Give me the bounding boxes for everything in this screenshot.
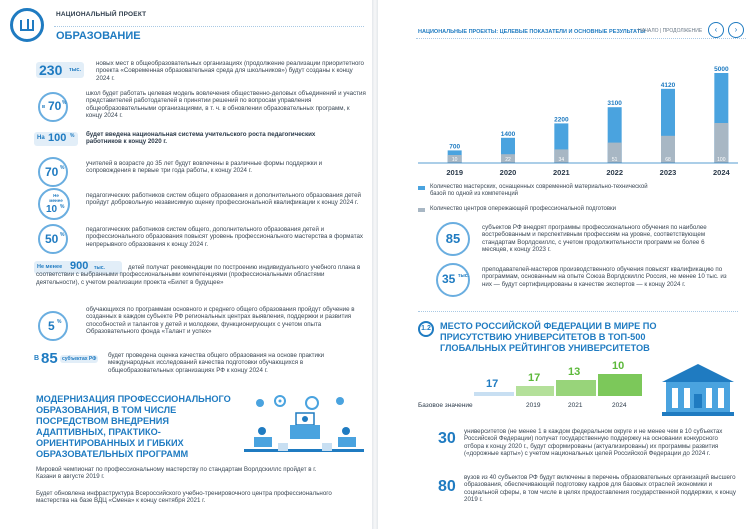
stair-value-2019: 17 [528,372,541,384]
left-page [0,0,372,529]
stat-value: 35 [442,272,456,286]
x-tick-2023: 2023 [659,168,677,177]
x-tick-2020: 2020 [499,168,517,177]
book-icon [10,8,44,42]
classroom-illustration [240,393,368,461]
right-page [378,0,750,529]
stat-10-circle [38,188,70,220]
next-page-button[interactable]: › [728,22,744,38]
header-divider [54,26,364,27]
value-label-centers-2019: 10 [451,157,458,163]
project-label: НАЦИОНАЛЬНЫЙ ПРОЕКТ [56,11,147,18]
stat-80-text: вузов из 40 субъектов РФ будут включены в перечень образовательных организаций высшего образования, обеспечивающий подготовку кадров для базовых отраслей экономики и социальной сферы, в том числе в целях предоставления государственной поддержки, к концу 2019 г. [464,474,736,504]
worldskills-paragraph: Мировой чемпионат по профессиональному мастерству по стандартам Ворлдскиллс пройдет в г. Казани в августе 2019 г. [36,466,317,481]
stat-prefix: На [37,135,45,141]
stat-unit: % [60,204,65,210]
stat-30-value: 30 [438,430,456,447]
stat-unit: субъектах РФ [62,356,97,362]
stat-unit: тыс. [94,265,105,271]
stat-100-text: будет введена национальная система учительского роста педагогических работников к концу 2020 г. [86,131,316,146]
stat-5-circle [38,311,68,341]
stair-step [598,374,642,396]
stat-80-value: 80 [438,478,456,495]
value-label-workshops-2021: 2200 [554,116,569,124]
stat-35-circle [436,263,470,297]
stat-10-text: педагогических работников систем общего образования и дополнительного образования детей пройдут добровольную независимую оценку профессиональной квалификации к концу 2024 г. [86,192,361,207]
stair-step [516,386,554,396]
section-title-universities: МЕСТО РОССИЙСКОЙ ФЕДЕРАЦИИ В МИРЕ ПО ПРИСУТСТВИЮ УНИВЕРСИТЕТОВ В ТОП-500 ГЛОБАЛЬНЫХ РЕЙТИНГОВ УНИВЕРСИТЕТОВ [440,321,657,353]
stat-100-badge [34,132,78,146]
section-header: НАЦИОНАЛЬНЫЕ ПРОЕКТЫ: ЦЕЛЕВЫЕ ПОКАЗАТЕЛИ И ОСНОВНЫЕ РЕЗУЛЬТАТЫ [418,29,646,35]
stat-value: 5 [48,319,55,333]
stat-prefix: Не менее [49,193,63,203]
value-label-centers-2020: 22 [505,157,511,163]
stat-value: 10 [46,204,58,215]
legend-label: Количество мастерских, оснащенных современной материально-технической базой по одной из компетенций [430,184,648,197]
stat-unit: % [60,232,65,238]
stat-30-text: университетов (не менее 1 в каждом федеральном округе и не менее чем в 10 субъектах Российской Федерации) получат государственную поддержку на основании конкурсного отбора к концу 2020 г., будут сформированы (актуализированы) их программы развития («дорожные карты») с учетом национальных целей Российской Федерации до 2024 г. [464,428,723,458]
stat-900-text: детей получат рекомендации по построению индивидуального учебного плана в соответствии с выбранными профессиональными компетенциями (профессиональными областями деятельности), с учетом реализации проекта «Билет в будущее» [36,264,361,286]
legend-centers [418,206,658,213]
smena-paragraph: Будет обновлена инфраструктура Всероссийского учебно-тренировочного центра профессионального мастерства на базе ВДЦ «Смена» к концу сентября 2021 г. [36,490,332,505]
stat-value: 70 [45,165,59,179]
stat-value: 50 [45,232,59,246]
stat-value: 85 [445,231,461,246]
stat-230-text: новых мест в общеобразовательных организациях (продолжение реализации приоритетного проекта «Современная образовательная среда для школьников») будут созданы к концу 2024 г. [96,60,364,82]
stat-prefix: в [42,104,46,110]
stat-value: 70 [48,99,62,113]
section-title-modernization: МОДЕРНИЗАЦИЯ ПРОФЕССИОНАЛЬНОГО ОБРАЗОВАНИЯ, В ТОМ ЧИСЛЕ ПОСРЕДСТВОМ ВНЕДРЕНИЯ АДАПТИВНЫХ, ПРАКТИКО-ОРИЕНТИРОВАННЫХ И ГИБКИХ ОБРАЗОВАТЕЛЬНЫХ ПРОГРАММ [36,394,231,459]
value-label-workshops-2024: 5000 [714,66,729,73]
nav-breadcrumb[interactable]: НАЧАЛО | ПРОДОЛЖЕНИЕ [638,28,703,34]
x-tick-2022: 2022 [606,168,624,177]
workshops-bar-chart [418,55,738,180]
stat-50-circle [38,224,68,254]
stat-70-schools-text: школ будет работать целевая модель вовлечения общественно-деловых объединений и участия представителей работодателей в принятии решений по вопросам управления общеобразовательными организациями, в т. ч. в обновлении образовательных программ, к концу 2024 г. [86,90,366,120]
stat-value: 100 [48,132,67,144]
stat-85-label [34,352,104,366]
stat-85-circle [436,222,470,256]
stair-step [556,380,596,396]
prev-page-button[interactable]: ‹ [708,22,724,38]
stair-label-2019: 2019 [526,402,541,409]
stair-value-2024: 10 [612,360,625,372]
value-label-centers-2024: 100 [717,157,726,163]
value-label-centers-2023: 68 [665,157,671,163]
legend-swatch-gray [418,208,425,212]
stat-prefix: Не менее [37,264,63,270]
section-divider [418,311,738,312]
page-title: ОБРАЗОВАНИЕ [56,30,141,42]
stair-value-2021: 13 [568,366,581,378]
stat-35-text: преподавателей-мастеров производственного обучения повысят квалификацию по программам, основанным на опыте Союза Ворлдскиллс Россия, не менее 10 тыс. из них — будут сертифицированы в качестве экспертов — к концу 2024 г. [482,266,727,288]
stair-step [474,392,514,396]
x-tick-2024: 2024 [712,168,730,177]
value-label-workshops-2020: 1400 [500,130,516,138]
stair-label-base: Базовое значение [418,402,473,409]
stat-70-young-circle [38,157,68,187]
stat-prefix: В [34,355,40,362]
value-label-centers-2022: 51 [611,157,618,163]
value-label-centers-2021: 34 [558,157,565,163]
x-tick-2019: 2019 [446,168,464,177]
legend-workshops [418,184,658,198]
stat-unit: % [62,100,67,106]
stair-label-2024: 2024 [612,402,627,409]
stat-value: 230 [39,62,63,78]
university-building-illustration [658,358,738,418]
stat-85-text: будет проведена оценка качества общего образования на основе практики международных исследований качества подготовки обучающихся в общеобразовательных организациях РФ к концу 2024 г. [108,352,325,374]
stat-50-text: педагогических работников систем общего, дополнительного образования детей и профессионального образования повысят уровень профессионального мастерства в форматах непрерывного образования к концу 2024 г. [86,226,363,248]
stat-5-text: обучающихся по программам основного и среднего общего образования пройдут обучение в созданных в каждом субъекте РФ региональных центрах выявления, поддержки и развития способностей и талантов у детей и молодежи, функционирующих с учетом опыта Образовательного фонда «Талант и успех» [86,306,355,336]
value-label-workshops-2022: 3100 [607,100,622,108]
stat-85-regions-text: субъектов РФ внедрят программы профессионального обучения по наиболее востребованным и перспективным профессиям на уровне, соответствующем стандартам Ворлдскиллс, с учетом продолжительности программ не более 6 месяцев, к концу 2023 г. [482,224,707,254]
stat-unit: тыс. [69,67,81,73]
stair-label-2021: 2021 [568,402,583,409]
stat-value: 900 [70,260,89,272]
x-tick-2021: 2021 [552,168,570,177]
value-label-workshops-2023: 4120 [660,81,676,89]
stat-value: 85 [41,350,58,367]
stat-unit: % [60,165,65,171]
legend-swatch-blue [418,186,425,190]
header-divider [416,38,746,39]
section-number: 1.2 [418,321,434,337]
stat-230-badge [36,62,84,78]
value-label-workshops-2019: 700 [449,143,461,151]
stat-70-circle [38,92,68,122]
stat-70-young-text: учителей в возрасте до 35 лет будут вовлечены в различные формы поддержки и сопровождения в первые три года работы, к концу 2024 г. [86,160,323,175]
legend-label: Количество центров опережающей профессиональной подготовки [430,206,617,212]
stat-unit: % [57,319,62,325]
stair-value-base: 17 [486,378,499,390]
stat-unit: тыс. [458,273,469,279]
stat-unit: % [70,133,75,139]
